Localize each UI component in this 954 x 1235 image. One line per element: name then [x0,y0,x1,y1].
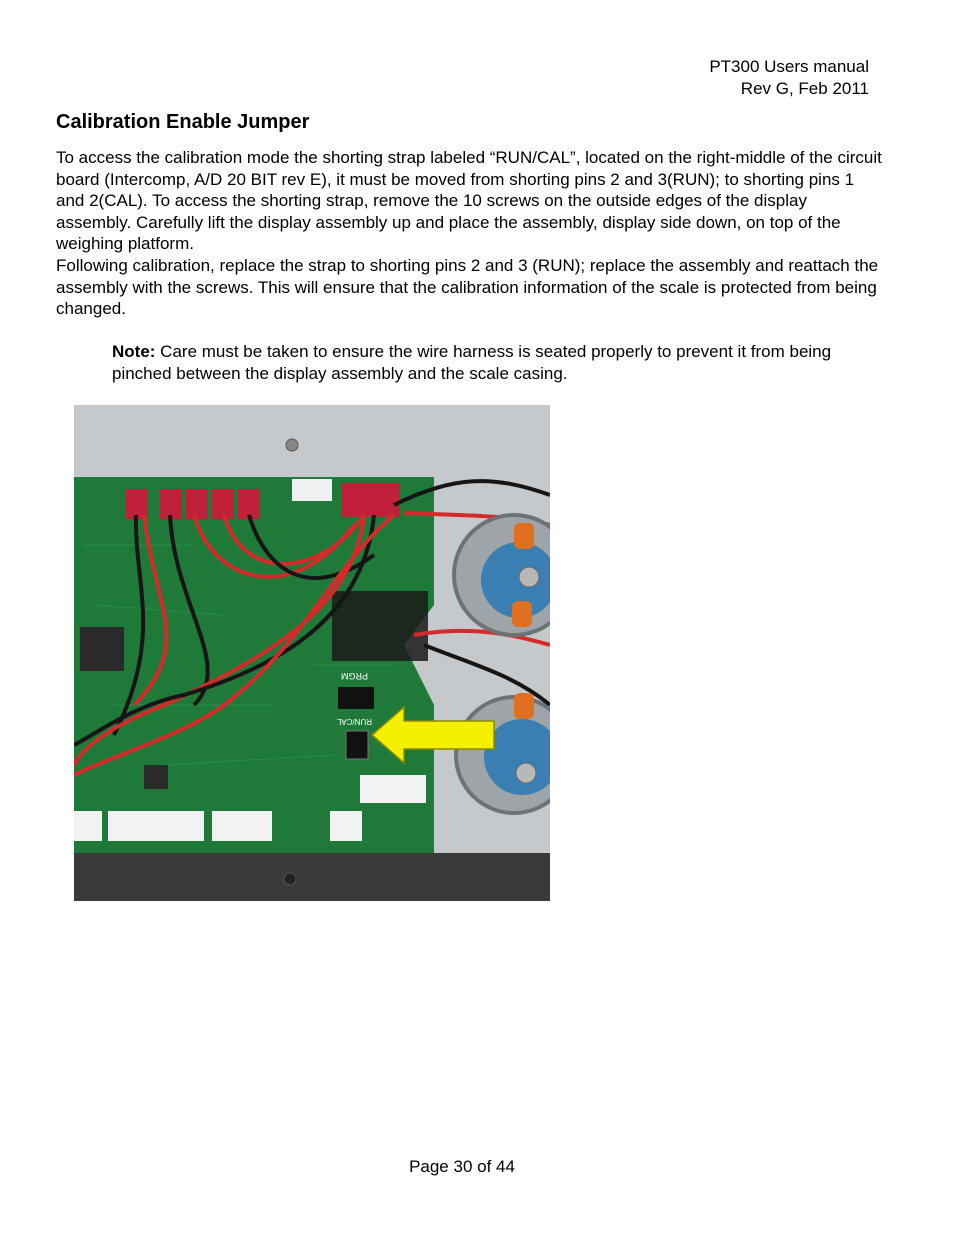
mounting-bracket [332,591,428,661]
page-number: Page 30 of 44 [409,1157,515,1176]
prgm-header [338,687,374,709]
circuit-board-photo [74,405,550,901]
note-text: Care must be taken to ensure the wire harness is seated properly to prevent it from being pinched between the display assembly and the scale casing. [112,342,832,383]
paragraph-access: To access the calibration mode the shorting strap labeled “RUN/CAL”, located on the right-middle of the circuit board (Intercomp, A/D 20 BIT rev E), it must be moved from shorting pins 2 and 3(RUN); to shorting pins 1 and 2(CAL). To access the shorting strap, remove the 10 screws on the outside edges of the display assembly. Carefully lift the display assembly up and place the assembly, display side down, on top of the weighing platform. [56,148,882,254]
header-manual-title: PT300 Users manual [709,57,869,76]
small-chip [144,765,168,789]
casing-bottom-edge [74,853,550,901]
page-footer [0,1157,924,1177]
note-block [112,341,882,384]
section-title: Calibration Enable Jumper [56,111,310,133]
microcontroller-chip [80,627,124,671]
paragraph-following: Following calibration, replace the strap to shorting pins 2 and 3 (RUN); replace the assembly and reattach the assembly with the screws. This will ensure that the calibration information of the scale is protected from being changed. [56,255,879,319]
prgm-label: PRGM [341,671,368,681]
runcal-label: RUN/CAL [336,717,372,726]
casing-screw-top [286,439,298,451]
note-label: Note: [112,342,156,361]
section-body [56,147,886,320]
runcal-jumper [346,731,368,759]
panel-connector-top [454,515,550,635]
white-connector-top [292,479,332,501]
header-revision: Rev G, Feb 2011 [740,79,869,98]
casing-screw-bottom [284,873,296,885]
document-header [709,56,869,100]
